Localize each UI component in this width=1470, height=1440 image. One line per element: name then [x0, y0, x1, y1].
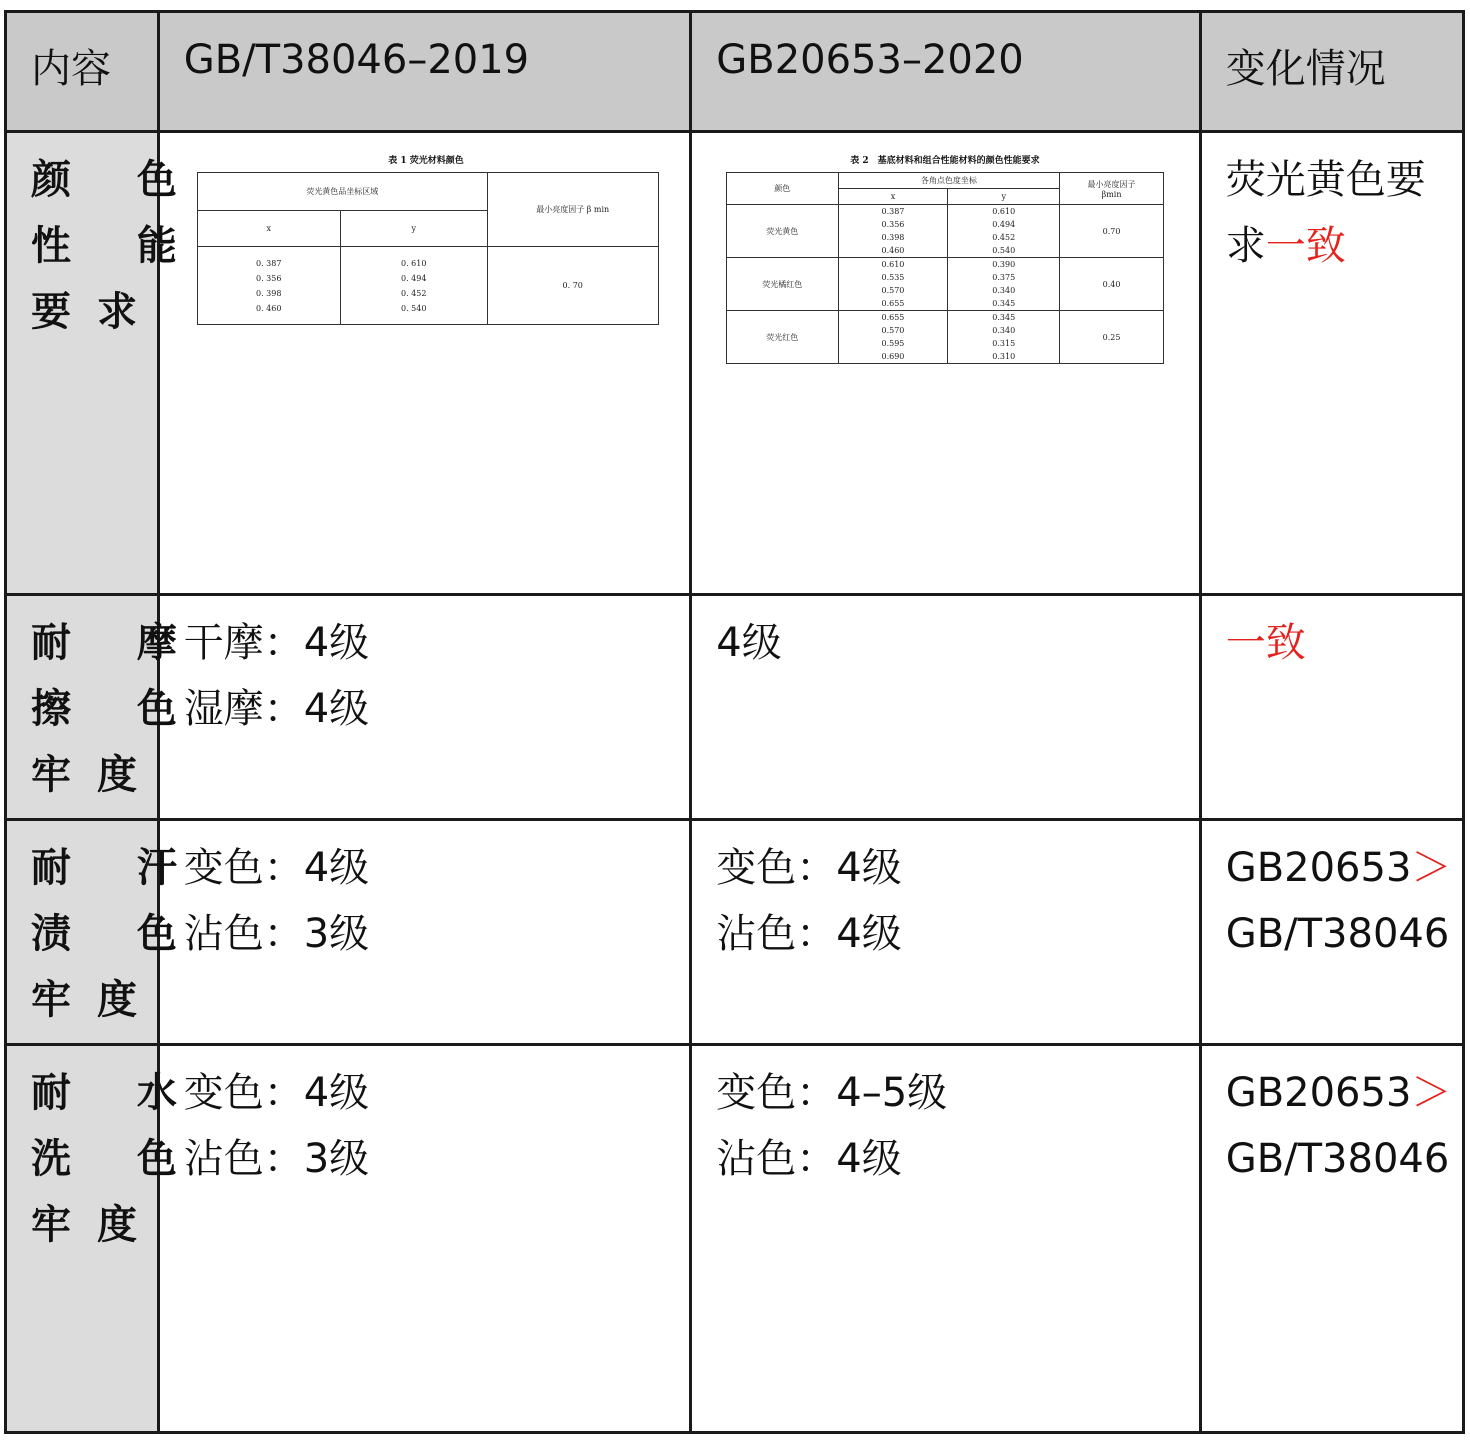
gb20653-value: 4级 — [691, 595, 1200, 820]
comparison-table — [4, 10, 1465, 1434]
mini-header-x: x — [838, 189, 948, 205]
change-cell — [1200, 595, 1463, 820]
mini-header-beta: 最小亮度因子 β min — [487, 173, 658, 247]
mini-table-38046 — [197, 172, 659, 325]
header-gb20653: GB20653–2020 — [691, 12, 1200, 132]
color-performance-table-image — [692, 133, 1198, 364]
mini-y-values: 0. 610 0. 494 0. 452 0. 540 — [340, 247, 487, 325]
change-cell: GB20653＞GB/T38046 — [1200, 1045, 1463, 1433]
mini-row: 荧光红色 0.655 0.570 0.595 0.690 0.345 0.340 0.315 0.310 0.25 — [726, 311, 1163, 364]
table-row — [6, 820, 1464, 1045]
header-gb38046: GB/T38046–2019 — [158, 12, 691, 132]
mini-header-y: y — [948, 189, 1060, 205]
mini-row: 荧光黄色 0.387 0.356 0.398 0.460 0.610 0.494 0.452 0.540 0.70 — [726, 205, 1163, 258]
change-highlight: 一致 — [1225, 620, 1306, 666]
mini-header-coords: 各角点色度坐标 — [838, 173, 1060, 189]
gb20653-value: 变色：4级 沾色：4级 — [691, 820, 1200, 1045]
mini-header-y: y — [340, 211, 487, 247]
gb20653-color-cell — [691, 132, 1200, 595]
mini-header-region: 荧光黄色品坐标区域 — [197, 173, 487, 211]
table-row — [6, 595, 1464, 820]
fluorescent-color-table-image — [160, 133, 690, 325]
change-highlight: 一致 — [1265, 223, 1346, 269]
mini-table-20653 — [726, 172, 1164, 364]
mini-row: 荧光橘红色 0.610 0.535 0.570 0.655 0.390 0.375 0.340 0.345 0.40 — [726, 258, 1163, 311]
mini-table-title: 表 2 基底材料和组合性能材料的颜色性能要求 — [850, 156, 1040, 166]
mini-x-values: 0. 387 0. 356 0. 398 0. 460 — [197, 247, 340, 325]
change-cell: GB20653＞GB/T38046 — [1200, 820, 1463, 1045]
mini-header-beta: 最小亮度因子 βmin — [1060, 173, 1164, 205]
mini-table-title: 表 1 荧光材料颜色 — [388, 156, 464, 166]
table-row — [6, 1045, 1464, 1433]
mini-beta-value: 0. 70 — [487, 247, 658, 325]
gb20653-value: 变色：4–5级 沾色：4级 — [691, 1045, 1200, 1433]
gb38046-value: 变色：4级 沾色：3级 — [158, 1045, 691, 1433]
gb38046-color-cell — [158, 132, 691, 595]
header-change: 变化情况 — [1200, 12, 1463, 132]
mini-header-color: 颜色 — [726, 173, 838, 205]
gb38046-value: 变色：4级 沾色：3级 — [158, 820, 691, 1045]
row-label: 耐 水 洗 色 牢度 — [6, 1045, 159, 1433]
change-highlight: ＞ — [1411, 1070, 1452, 1116]
gb38046-value: 干摩：4级 湿摩：4级 — [158, 595, 691, 820]
mini-header-x: x — [197, 211, 340, 247]
header-row — [6, 12, 1464, 132]
row-label: 耐 摩 擦 色 牢度 — [6, 595, 159, 820]
row-label: 颜 色 性 能 要求 — [6, 132, 159, 595]
change-highlight: ＞ — [1411, 845, 1452, 891]
table-row — [6, 132, 1464, 595]
header-content: 内容 — [6, 12, 159, 132]
row-label: 耐 汗 渍 色 牢度 — [6, 820, 159, 1045]
change-cell: 荧光黄色要求一致 — [1200, 132, 1463, 595]
